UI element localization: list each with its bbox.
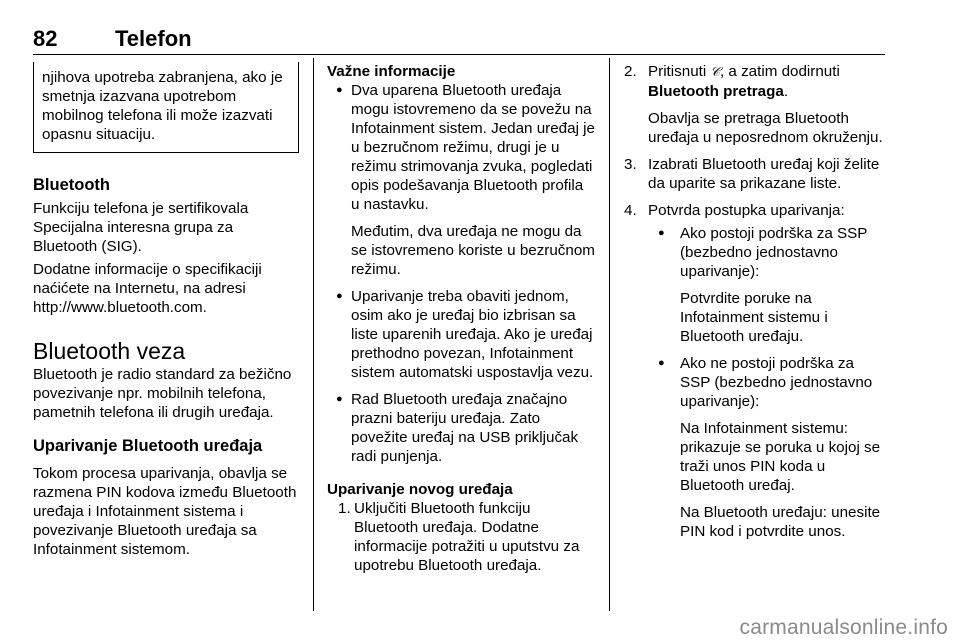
watermark: carmanualsonline.info: [739, 616, 948, 639]
bullet-item: ● Rad Bluetooth uređaja značajno prazni bateriju uređaja. Zato povežite uređaj na USB priključak radi punjenja.: [327, 390, 595, 466]
bullet-continuation: Međutim, dva uređaja ne mogu da se istovremeno koriste u bezručnom režimu.: [351, 223, 595, 278]
step-text: Uključiti Bluetooth funkciju Bluetooth uređaja. Dodatne informacije potražiti u uputstvu za upotrebu Bluetooth uređaja.: [354, 500, 580, 574]
step-number: 3.: [624, 156, 637, 173]
column-divider-1: [313, 58, 314, 611]
bullet-item: ● Uparivanje treba obaviti jednom, osim ako je uređaj bio izbrisan sa liste uparenih uređaja. Ako je uređaj prethodno povezan, Infotainment sistem automatski uspostavlja vezu.: [327, 287, 595, 382]
bullet-continuation: Na Bluetooth uređaju: unesite PIN kod i potvrdite unos.: [680, 504, 881, 540]
bullet-item: ● Ako postoji podrška za SSP (bezbedno jednostavno uparivanje):: [624, 224, 888, 281]
step-bold-label: Bluetooth pretraga: [648, 83, 784, 100]
header-rule: [33, 54, 885, 55]
step-item: [624, 201, 888, 220]
section-heading-bluetooth: Bluetooth: [33, 176, 110, 194]
subheading-new-device: Uparivanje novog uređaja: [327, 481, 513, 498]
step-item: [624, 62, 888, 101]
column-divider-2: [609, 58, 610, 611]
step-item: [624, 155, 888, 193]
column-right: [624, 62, 888, 541]
section-heading-pairing: Uparivanje Bluetooth uređaja: [33, 437, 263, 455]
bullet-item: ● Dva uparena Bluetooth uređaja mogu istovremeno da se povežu na Infotainment sistem. Jedan uređaj je u bezručnom režimu, drugi je u režimu strimovanja zvuka, pogledati opis podešavanja Bluetooth profila u nastavku.: [327, 81, 595, 214]
page-header: [33, 6, 885, 50]
column-left: [33, 62, 299, 559]
subheading-important: Važne informacije: [327, 63, 456, 80]
column-middle: [327, 62, 595, 575]
paragraph: Dodatne informacije o specifikaciji naćićete na Internetu, na adresi http://www.bluetooth.com.: [33, 261, 262, 316]
step-number: 4.: [624, 202, 637, 219]
step-text: .: [783, 83, 789, 100]
step-text: , a zatim dodirnuti: [719, 63, 840, 80]
step-text: Potvrda postupka uparivanja:: [648, 202, 845, 219]
step-number: 1.: [338, 500, 351, 517]
paragraph: Tokom procesa uparivanja, obavlja se razmena PIN kodova između Bluetooth uređaja i Infotainment sistema i povezivanje Bluetooth uređaja sa Infotainment sistemom.: [33, 465, 297, 558]
warning-text: njihova upotreba zabranjena, ako je smetnja izazvana upotrebom mobilnog telefona ili može izazvati opasnu situaciju.: [42, 69, 283, 143]
bullet-item: ● Ako ne postoji podrška za SSP (bezbedno jednostavno uparivanje):: [624, 354, 888, 411]
step-number: 2.: [624, 63, 637, 80]
settings-symbol-icon: 𝒞: [710, 65, 720, 80]
chapter-heading-bluetooth-veza: Bluetooth veza: [33, 338, 186, 364]
warning-box: [33, 62, 299, 153]
step-text: Pritisnuti: [648, 63, 707, 80]
step-text: Izabrati Bluetooth uređaj koji želite da uparite sa prikazane liste.: [648, 156, 880, 192]
bullet-continuation: Potvrdite poruke na Infotainment sistemu i Bluetooth uređaju.: [680, 290, 828, 345]
paragraph: Bluetooth je radio standard za bežično povezivanje npr. mobilnih telefona, pametnih telefona ili drugih uređaja.: [33, 366, 292, 421]
page-title: Telefon: [115, 26, 192, 51]
paragraph: Funkciju telefona je sertifikovala Specijalna interesna grupa za Bluetooth (SIG).: [33, 200, 249, 255]
page-number: 82: [33, 26, 58, 51]
step-continuation: Obavlja se pretraga Bluetooth uređaja u neposrednom okruženju.: [648, 110, 883, 146]
bullet-continuation: Na Infotainment sistemu: prikazuje se poruka u kojoj se traži unos PIN koda u Bluetooth uređaj.: [680, 420, 881, 494]
step-item: [327, 499, 595, 575]
